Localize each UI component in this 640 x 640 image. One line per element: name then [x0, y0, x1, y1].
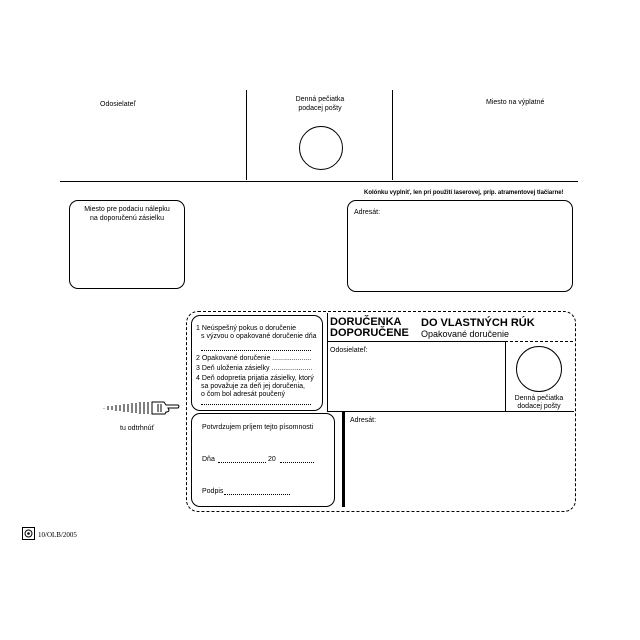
- thick-divider: [342, 411, 345, 507]
- item-1a: 1 Neúspešný pokus o doručenie: [196, 325, 297, 332]
- section-divider: [60, 181, 578, 182]
- item-4-fill[interactable]: [201, 404, 311, 405]
- postage-label: Miesto na výplatné: [486, 99, 545, 106]
- date-field[interactable]: [218, 462, 266, 463]
- stamp-top-dash: [505, 341, 573, 342]
- slip-addressee-label: Adresát:: [350, 417, 377, 424]
- title-cz: DOPORUČENE: [330, 327, 409, 339]
- year-label: 20: [268, 456, 276, 463]
- slip-sender-label: Odosielateľ:: [330, 347, 368, 354]
- pointing-hand-icon: [102, 400, 180, 416]
- addressee-label: Adresát:: [354, 209, 381, 216]
- date-label: Dňa: [202, 456, 215, 463]
- stamp-label-line2: podacej pošty: [298, 105, 342, 112]
- form-code: 10/OLB/2005: [38, 531, 77, 539]
- title-sk: DORUČENKA: [330, 316, 402, 328]
- sender-separator: [327, 411, 574, 412]
- delivery-stamp-line1: Denná pečiatka: [514, 395, 564, 402]
- item-4b: sa považuje za deň jej doručenia,: [201, 383, 305, 390]
- item-2: 2 Opakované doručenie ....................: [196, 355, 312, 362]
- signature-label: Podpis: [202, 488, 224, 495]
- sticker-line1: Miesto pre podaciu nálepku: [84, 206, 170, 213]
- slip-inner-divider: [327, 313, 328, 411]
- item-3: 3 Deň uloženia zásielky .....................: [196, 365, 313, 372]
- delivery-stamp-line2: dodacej pošty: [517, 403, 561, 410]
- cut-label: tu odtrhnúť: [120, 425, 155, 432]
- year-field[interactable]: [280, 462, 314, 463]
- divider-left: [246, 90, 247, 180]
- receipt-confirm: Potvrdzujem príjem tejto písomnosti: [202, 424, 314, 431]
- item-4c: o čom bol adresát poučený: [201, 391, 286, 398]
- delivery-stamp-circle: [516, 346, 562, 392]
- title-repeated: Opakované doručenie: [421, 329, 510, 339]
- sender-label: Odosielateľ: [100, 101, 136, 108]
- signature-field[interactable]: [224, 494, 290, 495]
- delivery-attempts-box: [191, 315, 323, 411]
- stamp-label-line1: Denná pečiatka: [295, 96, 345, 103]
- item-1-fill[interactable]: [201, 350, 311, 351]
- stamp-circle: [299, 126, 343, 170]
- addressee-box: [347, 200, 573, 292]
- receipt-box: [191, 413, 335, 507]
- sticker-box: [69, 200, 185, 289]
- divider-right: [392, 90, 393, 180]
- title-own-hands: DO VLASTNÝCH RÚK: [421, 317, 535, 329]
- publisher-logo-icon: [22, 527, 35, 540]
- title-separator: [327, 341, 505, 342]
- item-1b: s výzvou o opakované doručenie dňa: [201, 333, 317, 340]
- sticker-line2: na doporučenú zásielku: [90, 215, 164, 222]
- item-4a: 4 Deň odopretia prijatia zásielky, ktorý: [196, 375, 314, 382]
- instruction-text: Kolónku vyplniť, len pri použití laserovej, príp. atramentovej tlačiarne!: [364, 190, 564, 196]
